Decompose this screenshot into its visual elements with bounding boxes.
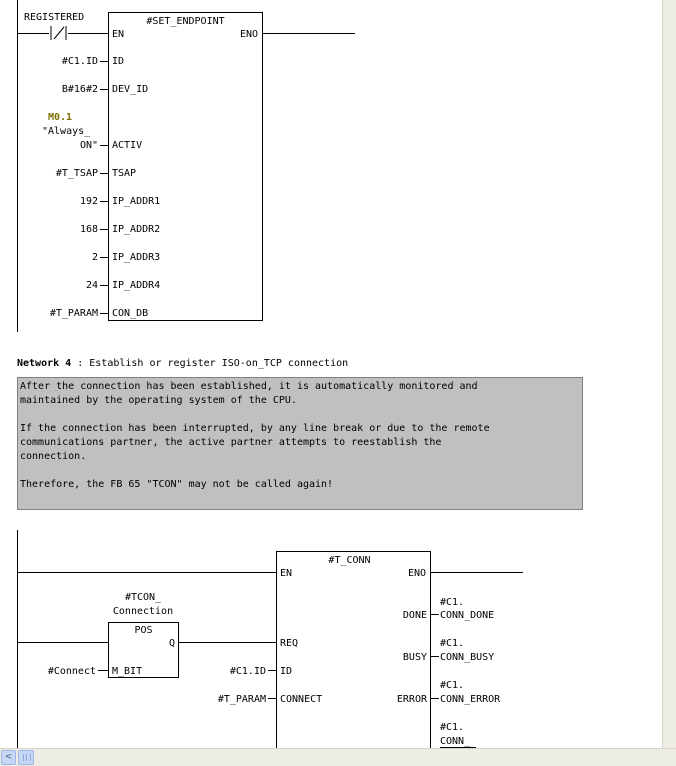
param-formal: ID	[112, 56, 125, 67]
param-formal: IP_ADDR3	[112, 252, 161, 263]
power-rail-left	[17, 0, 18, 332]
network-title-text: : Establish or register ISO-on_TCP connection	[77, 358, 349, 369]
function-block-set-endpoint[interactable]	[108, 12, 263, 321]
param-formal: IP_ADDR2	[112, 224, 161, 235]
output-formal: BUSY	[402, 652, 427, 663]
pos-instance-1[interactable]: #TCON_	[124, 592, 162, 603]
param-wire	[268, 670, 276, 671]
output-wire	[430, 698, 439, 699]
param-actual[interactable]: #T_PARAM	[217, 694, 266, 705]
vertical-scrollbar[interactable]	[662, 0, 676, 748]
param-wire	[100, 257, 108, 258]
param-formal: IP_ADDR1	[112, 196, 161, 207]
param-wire	[100, 173, 108, 174]
output-formal: DONE	[402, 610, 427, 621]
rung-wire	[17, 33, 49, 34]
param-wire	[100, 61, 108, 62]
output-actual-2[interactable]: CONN_DONE	[440, 610, 495, 621]
comment-line: Therefore, the FB 65 "TCON" may not be called again!	[20, 479, 334, 490]
param-actual[interactable]: #C1.ID	[229, 666, 266, 677]
en-pin: EN	[280, 568, 293, 579]
comment-line: After the connection has been established, it is automatically monitored and	[20, 381, 478, 392]
eno-pin: ENO	[407, 568, 426, 579]
param-actual[interactable]: 2	[91, 252, 98, 263]
contact-label[interactable]: REGISTERED	[24, 12, 85, 23]
param-wire	[100, 89, 108, 90]
output-actual-1[interactable]: #C1.	[440, 680, 465, 691]
param-formal: ACTIV	[112, 140, 143, 151]
param-wire	[100, 201, 108, 202]
param-actual[interactable]: 24	[85, 280, 98, 291]
param-actual[interactable]: #T_PARAM	[49, 308, 98, 319]
output-actual-2[interactable]: CONN_	[440, 736, 471, 747]
comment-line: connection.	[20, 451, 87, 462]
activ-address[interactable]: M0.1	[48, 112, 73, 123]
param-actual[interactable]: ON"	[79, 140, 98, 151]
power-rail-left	[17, 530, 18, 748]
activ-symbol[interactable]: "Always_	[42, 126, 91, 137]
network-title[interactable]	[17, 358, 348, 369]
eno-wire	[430, 572, 523, 573]
pos-instance-2[interactable]: Connection	[112, 606, 174, 617]
block-name: #SET_ENDPOINT	[146, 16, 225, 27]
output-wire	[430, 614, 439, 615]
param-actual[interactable]: B#16#2	[61, 84, 98, 95]
pos-q-pin: Q	[168, 638, 175, 649]
param-wire	[100, 229, 108, 230]
nc-contact-icon[interactable]	[49, 26, 69, 41]
comment-line: If the connection has been interrupted, by any line break or due to the remote	[20, 423, 490, 434]
eno-pin: ENO	[239, 29, 258, 40]
param-actual[interactable]: 192	[79, 196, 98, 207]
rung-wire	[17, 572, 277, 573]
param-formal: CONNECT	[280, 694, 323, 705]
pos-input-wire	[17, 642, 109, 643]
param-wire	[100, 313, 108, 314]
network-comment[interactable]	[17, 377, 583, 510]
param-wire	[98, 670, 108, 671]
output-actual-2[interactable]: CONN_BUSY	[440, 652, 495, 663]
param-formal: CON_DB	[112, 308, 149, 319]
param-wire	[268, 698, 276, 699]
param-actual[interactable]: #C1.ID	[61, 56, 98, 67]
param-actual[interactable]: #T_TSAP	[55, 168, 98, 179]
output-actual-1[interactable]: #C1.	[440, 597, 465, 608]
comment-line: communications partner, the active partner attempts to reestablish the	[20, 437, 442, 448]
param-actual[interactable]: 168	[79, 224, 98, 235]
en-pin: EN	[112, 29, 125, 40]
param-formal: DEV_ID	[112, 84, 149, 95]
param-formal: ID	[280, 666, 293, 677]
param-wire	[100, 145, 108, 146]
horizontal-scrollbar[interactable]	[0, 748, 676, 766]
chevron-left-icon: <	[4, 752, 13, 762]
param-formal: TSAP	[112, 168, 137, 179]
output-actual-1[interactable]: #C1.	[440, 722, 465, 733]
output-actual-1[interactable]: #C1.	[440, 638, 465, 649]
pos-input-formal: M_BIT	[112, 666, 143, 677]
scroll-left-button[interactable]	[1, 750, 16, 765]
param-formal: IP_ADDR4	[112, 280, 161, 291]
output-formal: ERROR	[396, 694, 427, 705]
pos-block-name: POS	[134, 625, 153, 636]
block-name: #T_CONN	[328, 555, 371, 566]
rung-wire	[68, 33, 110, 34]
comment-line: maintained by the operating system of the CPU.	[20, 395, 297, 406]
req-wire	[178, 642, 277, 643]
output-actual-2[interactable]: CONN_ERROR	[440, 694, 501, 705]
scrollbar-thumb[interactable]	[18, 750, 34, 765]
output-wire	[430, 656, 439, 657]
function-block-t-conn[interactable]	[276, 551, 431, 748]
param-wire	[100, 285, 108, 286]
param-formal: REQ	[280, 638, 299, 649]
eno-wire	[262, 33, 355, 34]
network-number: Network 4	[17, 358, 72, 369]
pos-input-actual[interactable]: #Connect	[47, 666, 96, 677]
